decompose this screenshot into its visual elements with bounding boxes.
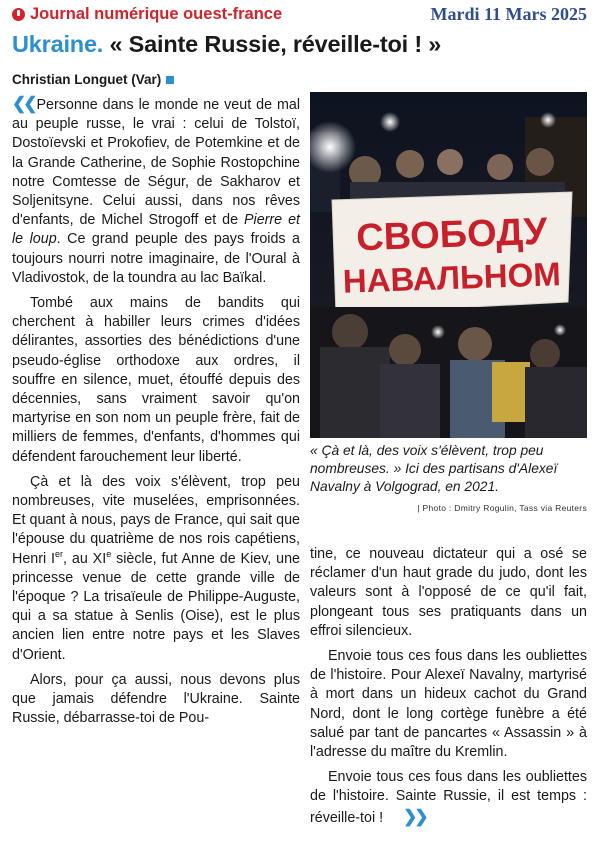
work-title: Pierre et le loup bbox=[12, 212, 300, 248]
headline-title: « Sainte Russie, réveille-toi ! » bbox=[109, 31, 442, 57]
brand-name: Journal numérique ouest-france bbox=[30, 5, 283, 23]
author-name: Christian Longuet (Var) bbox=[12, 72, 162, 87]
issue-date: Mardi 11 Mars 2025 bbox=[430, 4, 587, 24]
paragraph-1-text-b: . Ce grand peuple des pays froids a toujours nourri notre imaginaire, de l'Oural à Vladivostok, de la toundra au lac Baïkal. bbox=[12, 231, 300, 286]
banner-line-1: СВОБОДУ bbox=[355, 210, 548, 260]
paragraph-1 bbox=[12, 94, 300, 288]
page-header bbox=[0, 0, 597, 30]
paragraph-1-text-a: Personne dans le monde ne veut de mal au peuple russe, le vrai : celui de Tolstoï, Dostoïevski et Prokofiev, de Potemkine et de la Grande Catherine, de Sophie Rostopchine notre Comtesse de Ségur, de Sakharov et Soljenitsyne. Celui aussi, dans nos rêves d'enfants, de Michel Strogoff et de bbox=[12, 97, 300, 229]
paragraph-3-text-c: siècle, fut Anne de Kiev, une princesse venue de cette grande ville de l'époque ? La trisaïeule de Philippe-Auguste, qui a sa statue à Senlis (Oise), est le plus ancien lien entre notre pays et les Slaves d'Orient. bbox=[12, 550, 301, 663]
paragraph-6: Envoie tous ces fous dans les oubliettes de l'histoire. Pour Alexeï Navalny, martyrisé à mort dans un hideux cachot du Grand Nord, dont le long cortège funèbre a été salué par tant de pancartes « Assassin » à l'adresse du maître du Kremlin. bbox=[310, 648, 587, 761]
square-bullet-icon bbox=[166, 76, 174, 84]
headline-kicker: Ukraine. bbox=[12, 31, 104, 57]
banner-line-2: НАВАЛЬНОМ bbox=[342, 255, 562, 300]
superscript: e bbox=[106, 548, 112, 559]
paragraph-2: Tombé aux mains de bandits qui cherchent à habiller leurs crimes d'idées délirantes, assorties des bénédictions d'une pseudo-église orthodoxe aux ordres, il souffre en silence, muet, étouffé depuis des décennies, sans vraiment savoir qu'on martyrise en son nom un peuple frère, fait de milliers de femmes, d'enfants, d'hommes qui défendent farouchement leur liberté. bbox=[12, 295, 300, 465]
close-quote-icon: ❯❯ bbox=[403, 806, 426, 826]
paragraph-3-text-a: Çà et là des voix s'élèvent, trop peu nombreuses, vite muselées, emprisonnées. Et quant à nous, pays de France, qui sait que l'épouse du quatrième de nos rois capétiens, Henri I bbox=[12, 473, 300, 567]
protest-photo bbox=[310, 92, 587, 438]
paragraph-7 bbox=[310, 768, 587, 828]
paragraph-3 bbox=[12, 473, 300, 665]
article-headline bbox=[12, 31, 441, 58]
right-column bbox=[310, 545, 587, 834]
left-column bbox=[12, 94, 300, 735]
photo-credit: | Photo : Dmitry Rogulin, Tass via Reuters bbox=[417, 503, 587, 513]
photo-caption: « Çà et là, des voix s'élèvent, trop peu nombreuses. » Ici des partisans d'Alexeï Navalny à Volgograd, en 2021. bbox=[310, 443, 558, 494]
paragraph-5: tine, ce nouveau dictateur qui a osé se réclamer d'un haut grade du judo, dont les valeurs sont à l'opposé de ce qu'il fait, plongeant tous ses pratiquants dans un effroi silencieux. bbox=[310, 546, 587, 639]
byline bbox=[12, 72, 174, 87]
brand bbox=[12, 5, 282, 24]
paragraph-4: Alors, pour ça aussi, nous devons plus que jamais défendre l'Ukraine. Sainte Russie, débarrasse-toi de Pou- bbox=[12, 671, 300, 727]
paragraph-7-text: Envoie tous ces fous dans les oubliettes de l'histoire. Sainte Russie, il est temps : réveille-toi ! bbox=[310, 769, 587, 826]
open-quote-icon: ❮❮ bbox=[12, 94, 35, 113]
protest-photo-illustration bbox=[310, 92, 587, 438]
ouest-france-logo-icon bbox=[12, 8, 25, 21]
paragraph-3-text-b: , au XI bbox=[63, 550, 107, 567]
superscript: er bbox=[55, 548, 64, 559]
